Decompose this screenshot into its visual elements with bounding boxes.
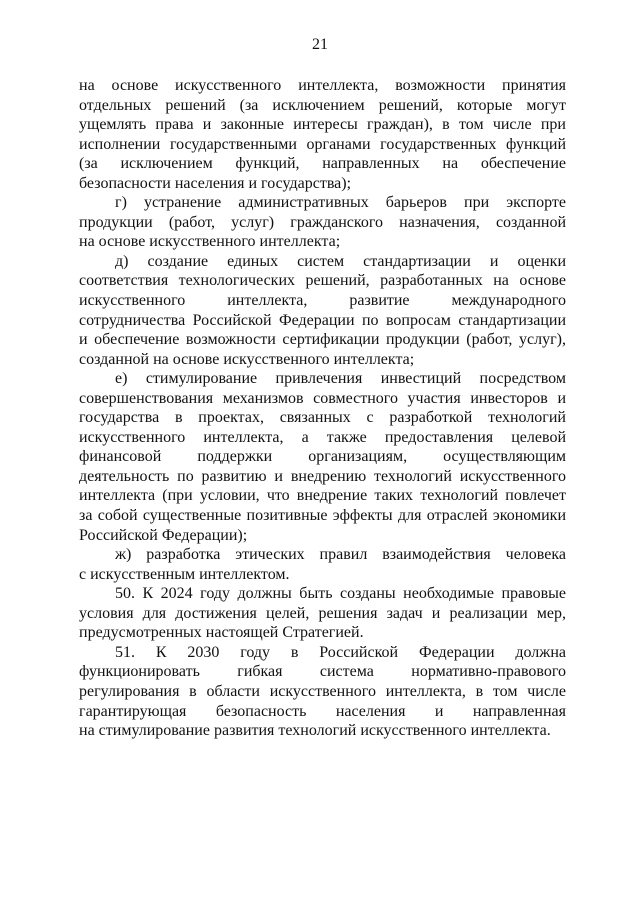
text-line: ущемлять права и законные интересы граждан), в том числе при bbox=[79, 116, 566, 134]
text-line: государства в проектах, связанных с разработкой технологий bbox=[79, 409, 566, 427]
text-line: предусмотренных настоящей Стратегией. bbox=[79, 624, 364, 642]
text-line: деятельность по развитию и внедрению технологий искусственного bbox=[79, 467, 566, 485]
page-number: 21 bbox=[312, 36, 328, 53]
text-line: отдельных решений (за исключением решений, которые могут bbox=[79, 96, 566, 114]
paragraph bbox=[79, 643, 566, 741]
text-line: 50. К 2024 году должны быть созданы необходимые правовые bbox=[115, 585, 566, 603]
text-line: с искусственным интеллектом. bbox=[79, 565, 290, 583]
text-line: созданной на основе искусственного интеллекта; bbox=[79, 350, 415, 368]
text-line: совершенствования механизмов совместного участия инвесторов и bbox=[79, 389, 566, 407]
text-line: искусственного интеллекта, а также предоставления целевой bbox=[79, 428, 566, 446]
text-line: за собой существенные позитивные эффекты для отраслей экономики bbox=[79, 507, 566, 525]
document-body bbox=[79, 76, 566, 741]
text-line: д) создание единых систем стандартизации и оценки bbox=[115, 252, 566, 270]
text-line: соответствия технологических решений, разработанных на основе bbox=[79, 272, 566, 290]
text-line: на основе искусственного интеллекта, возможности принятия bbox=[79, 77, 566, 94]
text-line: на стимулирование развития технологий искусственного интеллекта. bbox=[79, 722, 551, 740]
text-line: сотрудничества Российской Федерации по вопросам стандартизации bbox=[79, 311, 566, 329]
text-line: ж) разработка этических правил взаимодействия человека bbox=[115, 546, 566, 564]
text-line: интеллекта (при условии, что внедрение таких технологий повлечет bbox=[79, 487, 566, 505]
text-line: гарантирующая безопасность населения и направленная bbox=[79, 702, 566, 720]
text-line: безопасности населения и государства); bbox=[79, 174, 352, 192]
paragraph bbox=[79, 545, 566, 584]
text-line: г) устранение административных барьеров при экспорте bbox=[115, 194, 566, 212]
text-line: искусственного интеллекта, развитие международного bbox=[79, 292, 566, 310]
text-line: условия для достижения целей, решения задач и реализации мер, bbox=[79, 604, 566, 622]
text-line: и обеспечение возможности сертификации продукции (работ, услуг), bbox=[79, 331, 566, 349]
text-line: е) стимулирование привлечения инвестиций посредством bbox=[115, 370, 566, 388]
text-line: исполнении государственными органами государственных функций bbox=[79, 135, 566, 153]
text-line: функционировать гибкая система нормативно-правового bbox=[79, 663, 566, 681]
paragraph bbox=[79, 369, 566, 545]
text-line: 51. К 2030 году в Российской Федерации должна bbox=[115, 643, 566, 661]
text-line: регулирования в области искусственного интеллекта, в том числе bbox=[79, 682, 566, 700]
text-line: (за исключением функций, направленных на обеспечение bbox=[79, 155, 566, 173]
text-line: продукции (работ, услуг) гражданского назначения, созданной bbox=[79, 213, 566, 231]
text-line: Российской Федерации); bbox=[79, 526, 248, 544]
paragraph bbox=[79, 584, 566, 643]
text-line: на основе искусственного интеллекта; bbox=[79, 233, 341, 251]
text-line: финансовой поддержки организациям, осуществляющим bbox=[79, 448, 566, 466]
paragraph bbox=[79, 252, 566, 369]
paragraph bbox=[79, 193, 566, 252]
paragraph bbox=[79, 76, 566, 193]
